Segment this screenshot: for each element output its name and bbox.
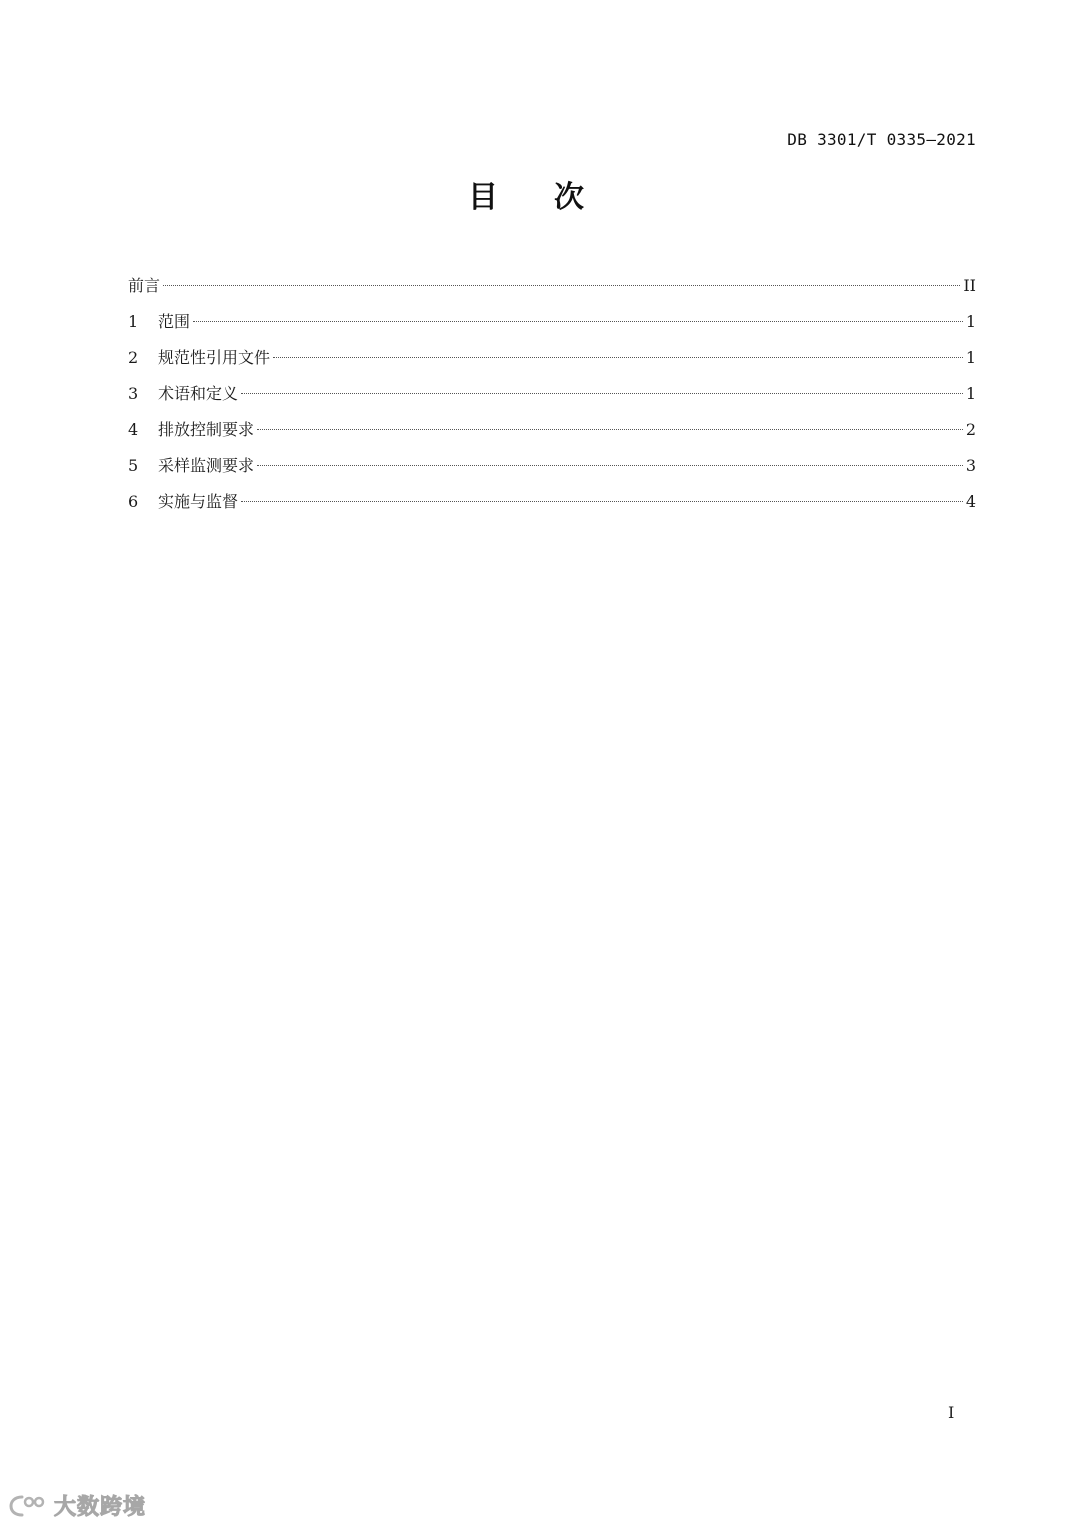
toc-entry-label: 规范性引用文件	[158, 348, 271, 367]
toc-entry-page: 1	[965, 312, 976, 331]
toc-dot-leader	[241, 393, 963, 394]
table-of-contents	[128, 272, 976, 524]
toc-dot-leader	[163, 285, 960, 286]
document-code: DB 3301/T 0335—2021	[787, 130, 976, 149]
toc-entry-label: 前言	[128, 276, 161, 295]
toc-entry-number: 5	[128, 456, 139, 475]
toc-entry-page: 1	[965, 384, 976, 403]
toc-entry-sampling-monitoring[interactable]	[128, 452, 976, 488]
toc-entry-label: 范围	[158, 312, 191, 331]
toc-entry-label: 排放控制要求	[158, 420, 255, 439]
toc-entry-scope[interactable]	[128, 308, 976, 344]
toc-dot-leader	[193, 321, 963, 322]
toc-entry-label: 采样监测要求	[158, 456, 255, 475]
toc-entry-page: II	[963, 276, 976, 295]
toc-entry-label: 实施与监督	[158, 492, 239, 511]
watermark	[8, 1490, 146, 1521]
toc-dot-leader	[257, 465, 963, 466]
brand-logo-icon	[8, 1493, 48, 1519]
toc-entry-page: 3	[965, 456, 976, 475]
toc-entry-number: 3	[128, 384, 139, 403]
toc-entry-normative-references[interactable]	[128, 344, 976, 380]
watermark-text: 大数跨境	[54, 1495, 147, 1520]
toc-entry-page: 4	[965, 492, 976, 511]
toc-entry-number: 6	[128, 492, 139, 511]
toc-entry-page: 2	[965, 420, 976, 439]
toc-entry-emission-control[interactable]	[128, 416, 976, 452]
toc-entry-number: 4	[128, 420, 139, 439]
toc-entry-label: 术语和定义	[158, 384, 239, 403]
toc-dot-leader	[257, 429, 963, 430]
page-title: 目次	[468, 180, 640, 215]
toc-entry-terms-definitions[interactable]	[128, 380, 976, 416]
toc-entry-page: 1	[965, 348, 976, 367]
toc-dot-leader	[273, 357, 963, 358]
page-number: I	[948, 1403, 955, 1422]
toc-entry-foreword[interactable]	[128, 272, 976, 308]
toc-dot-leader	[241, 501, 963, 502]
toc-entry-number: 1	[128, 312, 139, 331]
toc-entry-number: 2	[128, 348, 139, 367]
toc-entry-implementation-supervision[interactable]	[128, 488, 976, 524]
